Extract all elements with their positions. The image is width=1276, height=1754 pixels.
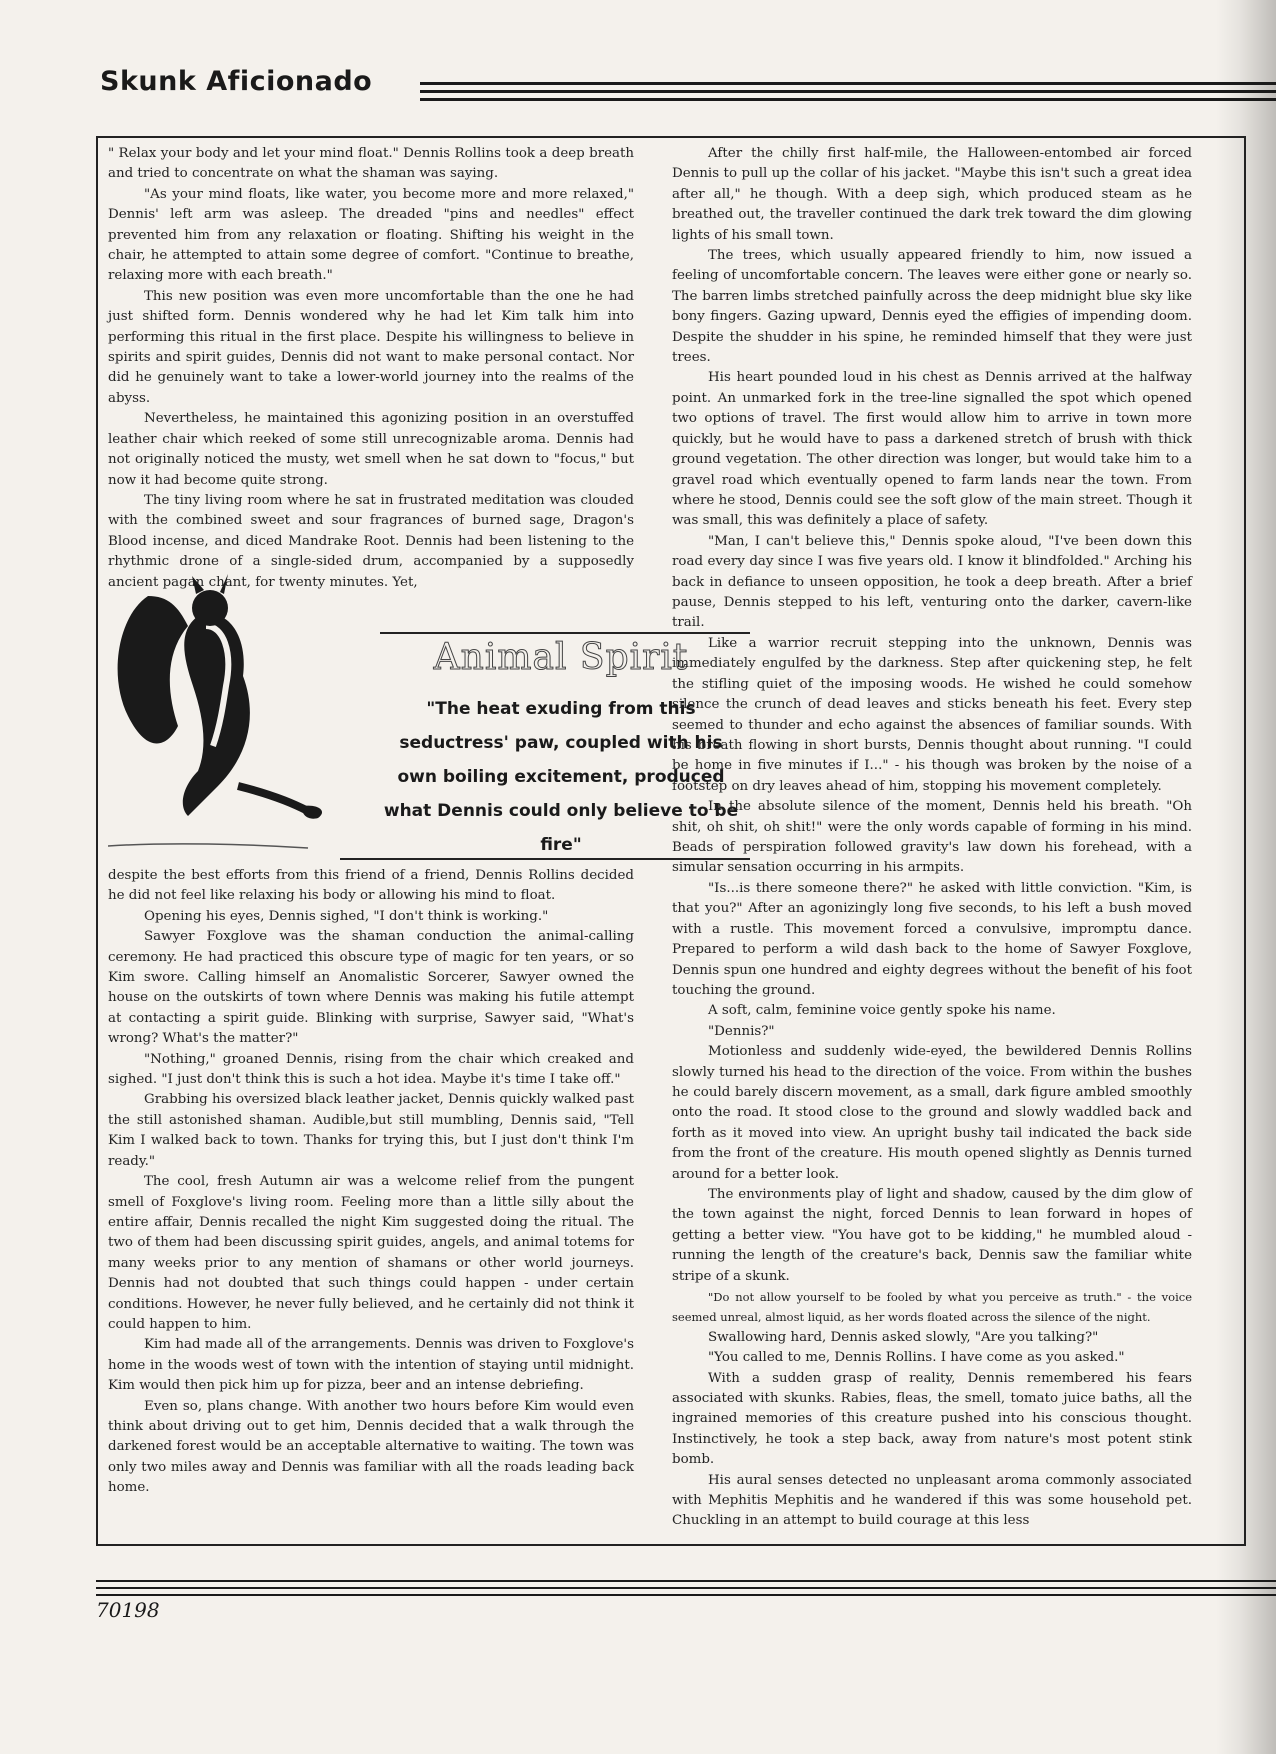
paragraph: His aural senses detected no unpleasant aroma commonly associated with Mephitis Mephitis and he wandered if this was some household pet. Chuckling in an attempt to build courage at this less	[672, 1472, 1192, 1529]
left-column-top	[108, 144, 634, 624]
left-column-bottom	[108, 866, 634, 1536]
paragraph: The environments play of light and shadow, caused by the dim glow of the town against the night, forced Dennis to lean forward in hopes of getting a better view. "You have got to be kidding," he mumbled aloud - running the length of the creature's back, Dennis saw the familiar white stripe of a skunk.	[672, 1186, 1192, 1284]
paragraph: Grabbing his oversized black leather jacket, Dennis quickly walked past the still astonished shaman. Audible,but still mumbling, Dennis said, "Tell Kim I walked back to town. Thanks for trying this, but I just don't think I'm ready."	[108, 1092, 634, 1169]
paragraph: "Do not allow yourself to be fooled by what you perceive as truth." - the voice seemed unreal, almost liquid, as her words floated across the silence of the night.	[672, 1290, 1192, 1325]
paragraph: "You called to me, Dennis Rollins. I have come as you asked."	[708, 1350, 1125, 1366]
paragraph: Sawyer Foxglove was the shaman conduction the animal-calling ceremony. He had practiced this obscure type of magic for ten years, or so Kim swore. Calling himself an Anomalistic Sorcerer, Sawyer owned the house on the outskirts of town where Dennis was making his futile attempt at contacting a spirit guide. Blinking with surprise, Sawyer said, "What's wrong? What's the matter?"	[108, 929, 634, 1047]
ground-line	[108, 844, 308, 848]
pull-quote-text: "The heat exuding from this seductress' paw, coupled with his own boiling excitement, produced what Dennis could only believe to be fire"	[383, 699, 739, 855]
paragraph: In the absolute silence of the moment, Dennis held his breath. "Oh shit, oh shit, oh shit!" were the only words capable of forming in his mind. Beads of perspiration followed gravity's law down his forehead, with a simular sensation occurring in his armpits.	[672, 799, 1192, 876]
paragraph: "As your mind floats, like water, you become more and more relaxed," Dennis' left arm was asleep. The dreaded "pins and needles" effect prevented him from any relaxation or floating. Shifting his weight in the chair, he attempted to attain some degree of comfort. "Continue to breathe, relaxing more with each breath."	[108, 186, 634, 284]
header-rule	[420, 82, 1276, 85]
paragraph: A soft, calm, feminine voice gently spoke his name.	[708, 1003, 1056, 1019]
skunk-illustration	[108, 556, 378, 856]
paragraph: The cool, fresh Autumn air was a welcome relief from the pungent smell of Foxglove's living room. Feeling more than a little silly about the entire affair, Dennis recalled the night Kim suggested doing the ritual. The two of them had been discussing spirit guides, angels, and animal totems for many weeks prior to any mention of shamans or other world journeys. Dennis had not doubted that such things could happen - under certain conditions. However, he never fully believed, and he certainly did not think it could happen to him.	[108, 1174, 634, 1332]
skunk-head-icon	[192, 590, 228, 626]
right-column-bottom	[672, 634, 1192, 1534]
paragraph: "Nothing," groaned Dennis, rising from the chair which creaked and sighed. "I just don't think this is such a hot idea. Maybe it's time I take off."	[108, 1051, 634, 1088]
paragraph: His heart pounded loud in his chest as Dennis arrived at the halfway point. An unmarked fork in the tree-line signalled the spot which opened two options of travel. The first would allow him to arrive in town more quickly, but he would have to pass a darkened stretch of brush with thick ground vegetation. The other direction was longer, but would take him to a gravel road which eventually opened to farm lands near the town. From where he stood, Dennis could see the soft glow of the main street. Though it was small, this was definitely a place of safety.	[672, 370, 1192, 529]
paragraph: "Is...is there someone there?" he asked with little conviction. "Kim, is that you?" After an agonizingly long five seconds, to his left a bush moved with a rustle. This movement forced a convulsive, impromptu dance. Prepared to perform a wild dash back to the home of Sawyer Foxglove, Dennis spun one hundred and eighty degrees without the benefit of his foot touching the ground.	[672, 880, 1192, 998]
skunk-leg-icon	[238, 786, 308, 811]
paragraph: Even so, plans change. With another two hours before Kim would even think about driving out to get him, Dennis decided that a walk through the darkened forest would be an acceptable alternative to waiting. The town was only two miles away and Dennis was familiar with all the roads leading back home.	[108, 1398, 634, 1496]
footer-rule	[96, 1594, 1276, 1596]
paragraph: Nevertheless, he maintained this agonizing position in an overstuffed leather chair which reeked of some still unrecognizable aroma. Dennis had not originally noticed the musty, wet smell when he sat down to "focus," but now it had become quite strong.	[108, 411, 634, 488]
paragraph: After the chilly first half-mile, the Halloween-entombed air forced Dennis to pull up the collar of his jacket. "Maybe this isn't such a great idea after all," he though. With a deep sigh, which produced steam as he breathed out, the traveller continued the dark trek toward the dim glowing lights of his small town.	[672, 146, 1192, 243]
paragraph: Opening his eyes, Dennis sighed, "I don't think is working."	[144, 908, 549, 924]
paragraph: The trees, which usually appeared friendly to him, now issued a feeling of uncomfortable concern. The leaves were either gone or nearly so. The barren limbs stretched painfully across the deep midnight blue sky like bony fingers. Gazing upward, Dennis eyed the effigies of impending doom. Despite the shudder in his spine, he reminded himself that they were just trees.	[672, 248, 1192, 366]
paragraph: Motionless and suddenly wide-eyed, the bewildered Dennis Rollins slowly turned his head to the direction of the voice. From within the bushes he could barely discern movement, as a small, dark figure ambled smoothly onto the road. It stood close to the ground and slowly waddled back and forth as it moved into view. An upright bushy tail indicated the back side from the front of the creature. His mouth opened slightly as Dennis turned around for a better look.	[672, 1044, 1192, 1182]
skunk-tail-icon	[118, 596, 188, 744]
paragraph: Swallowing hard, Dennis asked slowly, "Are you talking?"	[708, 1329, 1099, 1345]
paragraph: "Dennis?"	[708, 1023, 775, 1039]
header-rule	[420, 90, 1276, 93]
paragraph: The tiny living room where he sat in frustrated meditation was clouded with the combined sweet and sour fragrances of burned sage, Dragon's Blood incense, and diced Mandrake Root. Dennis had been listening to the rhythmic drone of a single-sided drum, accompanied by a supposedly ancient pagan chant, for twenty minutes. Yet,	[108, 492, 634, 590]
footer-rule	[96, 1580, 1276, 1582]
paragraph: despite the best efforts from this friend of a friend, Dennis Rollins decided he did not feel like relaxing his body or allowing his mind to float.	[108, 868, 634, 904]
pull-quote-title: Animal Spirit	[433, 637, 689, 678]
paragraph: This new position was even more uncomfortable than the one he had just shifted form. Dennis wondered why he had let Kim talk him into performing this ritual in the first place. Despite his willingness to believe in spirits and spirit guides, Dennis did not want to make personal contact. Nor did he genuinely want to take a lower-world journey into the realms of the abyss.	[108, 288, 634, 406]
footer-rule	[96, 1587, 1276, 1589]
paragraph: Like a warrior recruit stepping into the unknown, Dennis was immediately engulfed by the darkness. Step after quickening step, he felt the stifling quiet of the imposing woods. He wished he could somehow silence the crunch of dead leaves and sticks beneath his feet. Every step seemed to thunder and echo against the absences of familiar sounds. With his breath flowing in short bursts, Dennis thought about running. "I could be home in five minutes if I..." - his though was broken by the noise of a footstep on dry leaves ahead of him, stopping his movement completely.	[672, 636, 1192, 794]
page-number: 70198	[96, 1598, 160, 1622]
section-title: Skunk Aficionado	[100, 66, 373, 97]
right-column-top	[672, 144, 1192, 634]
page-header	[96, 64, 1276, 104]
paragraph: "Man, I can't believe this," Dennis spoke aloud, "I've been down this road every day since I was five years old. I know it blindfolded." Arching his back in defiance to unseen opposition, he took a deep breath. After a brief pause, Dennis stepped to his left, venturing onto the darker, cavern-like trail.	[672, 533, 1192, 631]
skunk-foot-icon	[302, 806, 322, 819]
paragraph: Kim had made all of the arrangements. Dennis was driven to Foxglove's home in the woods west of town with the intention of staying until midnight. Kim would then pick him up for pizza, beer and an intense debriefing.	[108, 1337, 634, 1394]
header-rule	[420, 98, 1276, 101]
paragraph: " Relax your body and let your mind float." Dennis Rollins took a deep breath and tried to concentrate on what the shaman was saying.	[108, 146, 634, 182]
paragraph: With a sudden grasp of reality, Dennis remembered his fears associated with skunks. Rabies, fleas, the smell, tomato juice baths, all the ingrained memories of this creature pushed into his conscious thought. Instinctively, he took a step back, away from nature's most potent stink bomb.	[672, 1370, 1192, 1468]
